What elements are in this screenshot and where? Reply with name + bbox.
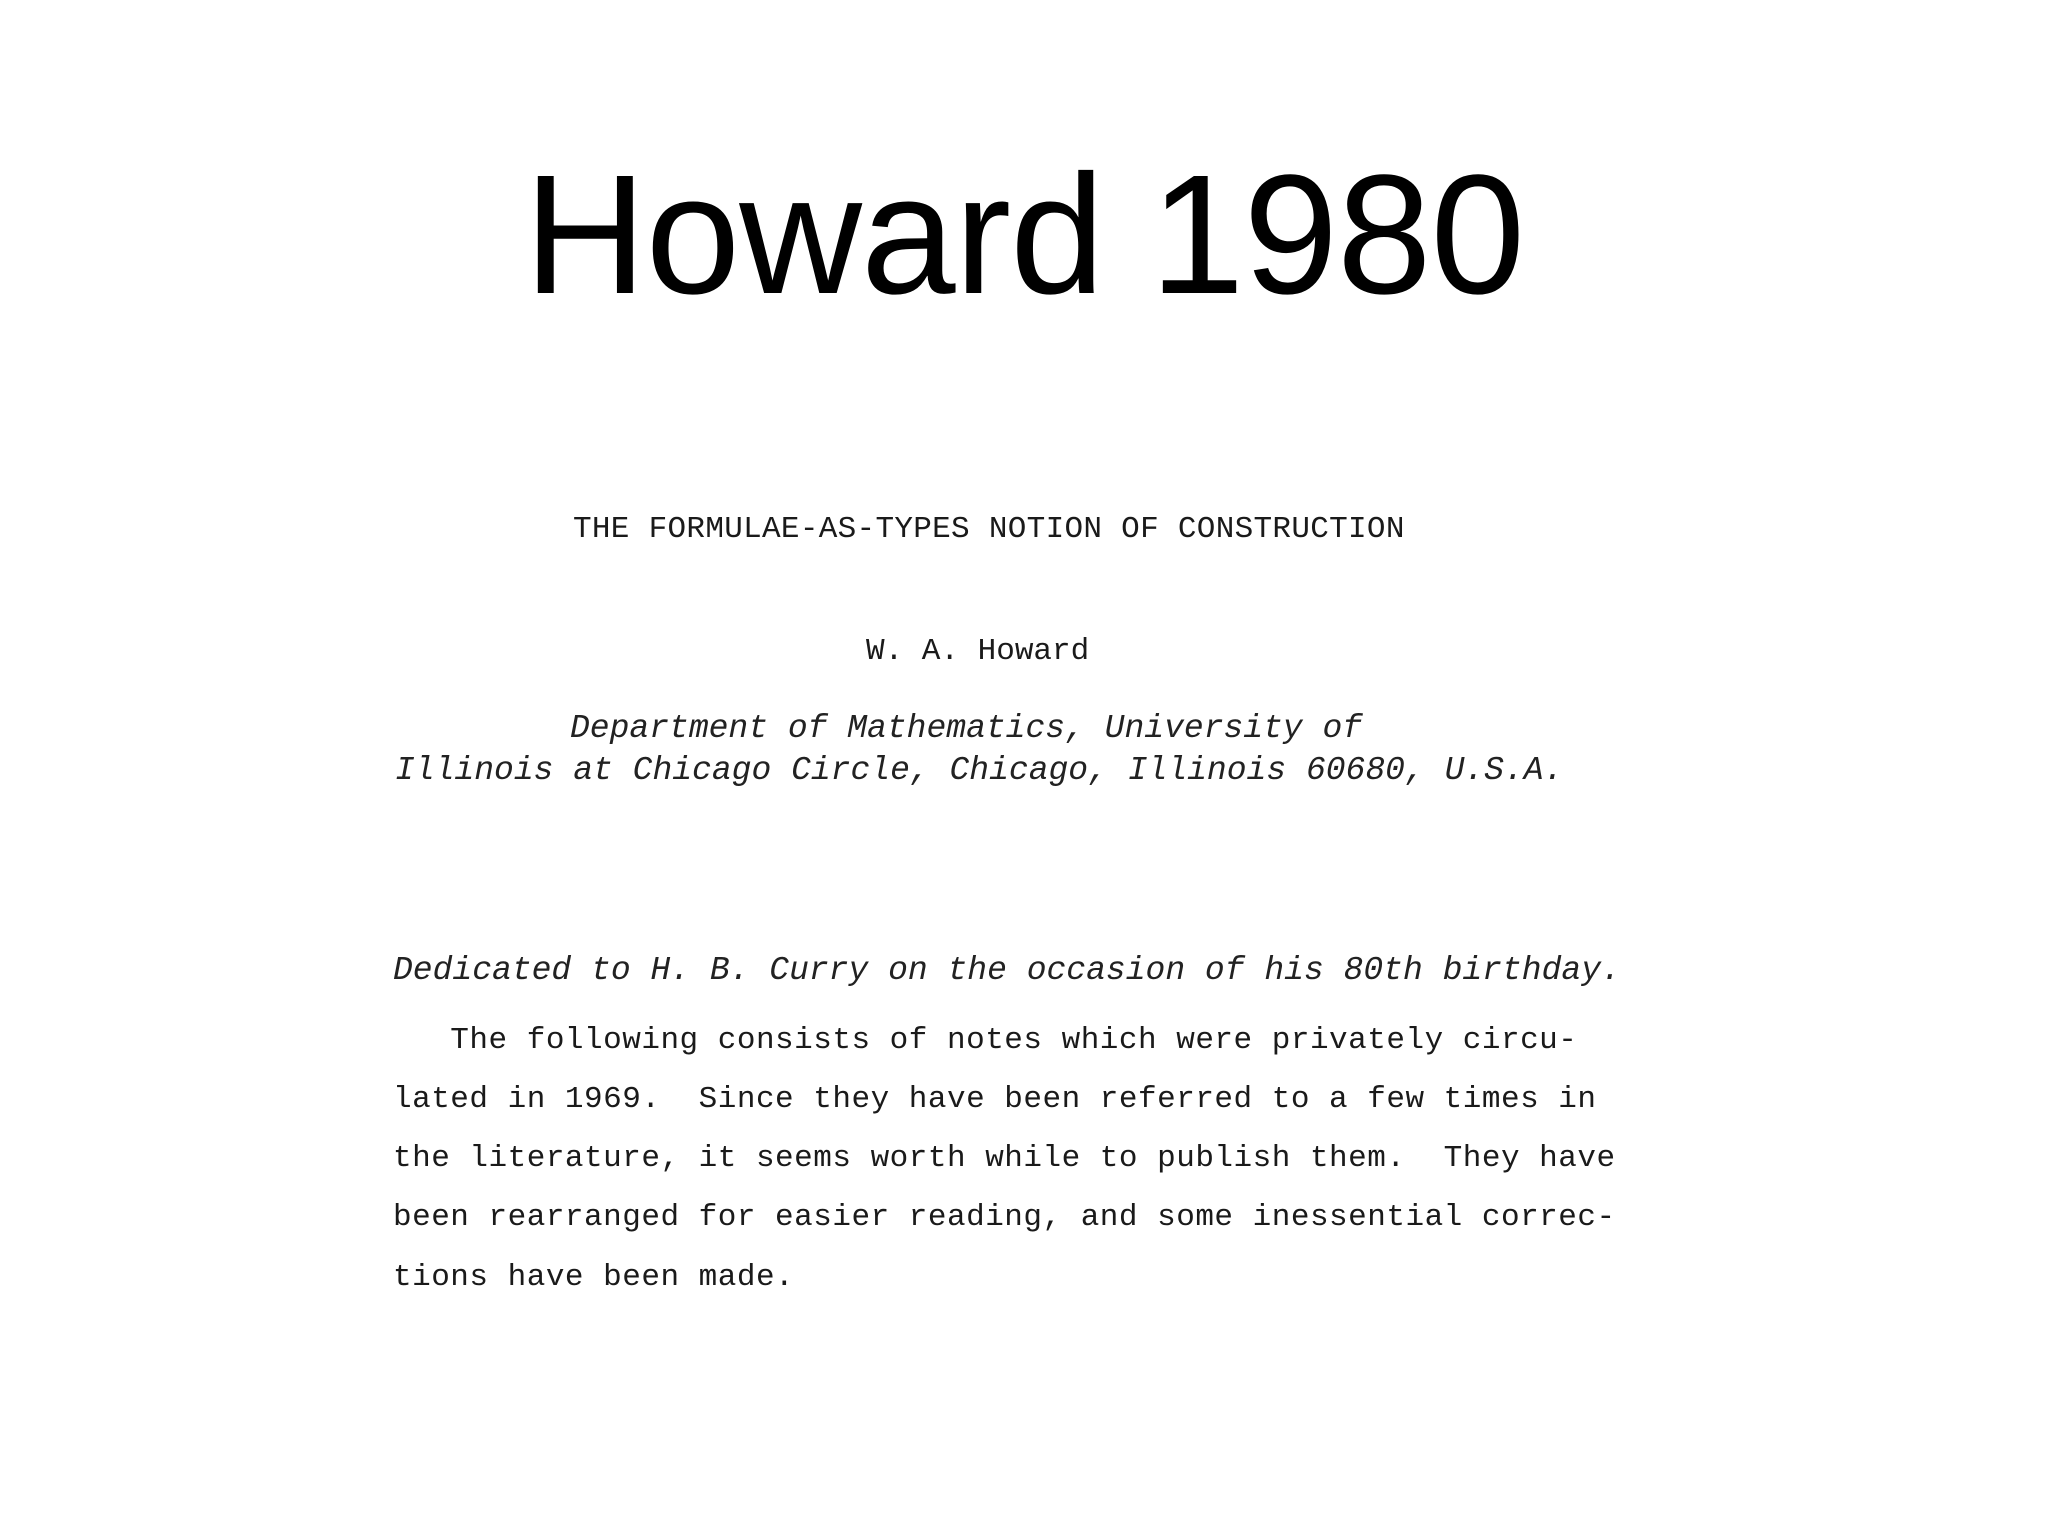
affiliation-line-1: Department of Mathematics, University of [570, 710, 1363, 747]
body-line-2: lated in 1969. Since they have been referred to a few times in [393, 1082, 1597, 1117]
body-line-5: tions have been made. [393, 1260, 795, 1295]
body-line-4: been rearranged for easier reading, and some inessential correc- [393, 1200, 1616, 1235]
dedication: Dedicated to H. B. Curry on the occasion of his 80th birthday. [393, 952, 1621, 989]
affiliation-line-2: Illinois at Chicago Circle, Chicago, Illinois 60680, U.S.A. [395, 752, 1564, 789]
body-line-3: the literature, it seems worth while to publish them. They have [393, 1141, 1616, 1176]
body-line-1: The following consists of notes which were privately circu- [393, 1023, 1578, 1058]
paper-title: THE FORMULAE-AS-TYPES NOTION OF CONSTRUCTION [573, 512, 1405, 547]
paper-author: W. A. Howard [866, 634, 1090, 669]
slide-title: Howard 1980 [523, 140, 1525, 330]
